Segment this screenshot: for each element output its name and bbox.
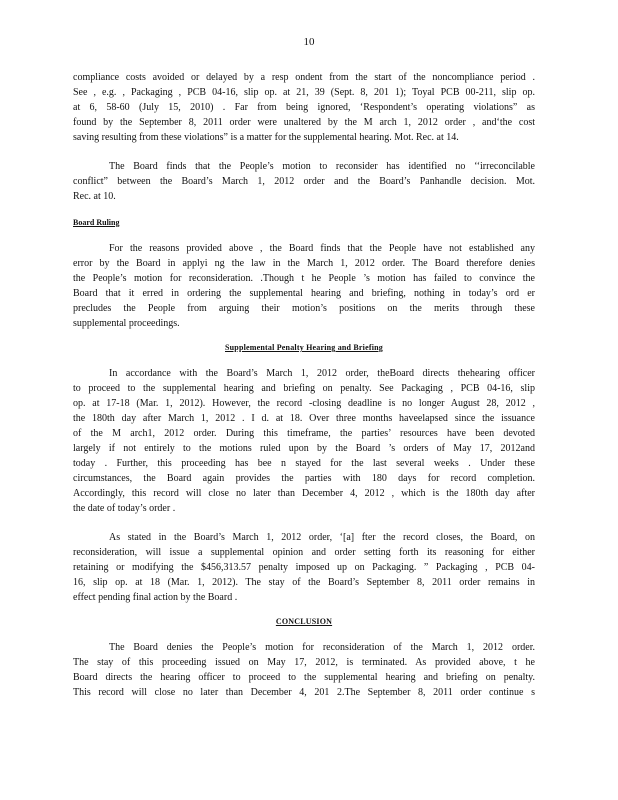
text-line: reconsideration, will issue a supplemental opinion and order setting forth its reasoning for either (73, 547, 535, 558)
text-line: This record will close no later than December 4, 201 2.The September 8, 2011 order continue s (73, 687, 535, 698)
text-line: to proceed to the supplemental hearing and briefing on penalty. See Packaging , PCB 04-16, slip (73, 383, 535, 394)
text-line: See , e.g. , Packaging , PCB 04-16, slip op. at 21, 39 (Sept. 8, 201 1); Toyal PCB 00-211, slip op. (73, 87, 535, 98)
text-line: 16, slip op. at 18 (Mar. 1, 2012). The stay of the Board’s September 8, 2011 order remains in (73, 577, 535, 588)
paragraph-supplemental (73, 366, 535, 516)
paragraph-penalty-costs (73, 70, 535, 145)
text-line: op. at 17-18 (Mar. 1, 2012). However, the record -closing deadline is no longer August 28, 2012 , (73, 398, 535, 409)
document-body (73, 70, 535, 700)
text-line: found by the September 8, 2011 order were unaltered by the M arch 1, 2012 order , and‘the cost (73, 117, 535, 128)
text-line: circumstances, the Board again provides the parties with 180 days for record completion. (73, 473, 535, 484)
text-line: Board that it erred in ordering the supplemental hearing and briefing, nothing in today’s ord er (73, 288, 535, 299)
heading-board-ruling: Board Ruling (73, 218, 120, 227)
text-line: at 6, 58-60 (July 15, 2010) . Far from being ignored, ‘Respondent’s operating violations” as (73, 102, 535, 113)
text-line: of the M arch1, 2012 order. During this timeframe, the parties’ resources have been devoted (73, 428, 535, 439)
text-line: In accordance with the Board’s March 1, 2012 order, theBoard directs thehearing officer (109, 368, 535, 379)
heading-supplemental-hearing: Supplemental Penalty Hearing and Briefing (225, 343, 383, 352)
text-line: largely if not entirely to the motions ruled upon by the Board ’s orders of May 17, 2012and (73, 443, 535, 454)
heading-conclusion: CONCLUSION (275, 617, 333, 626)
page-number: 10 (303, 36, 315, 48)
text-line: compliance costs avoided or delayed by a resp ondent from the start of the noncompliance period . (73, 72, 535, 83)
text-line: For the reasons provided above , the Board finds that the People have not established any (109, 243, 535, 254)
paragraph-ruling (73, 241, 535, 331)
text-line: The Board finds that the People’s motion to reconsider has identified no ‘‘irreconcilable (109, 161, 535, 172)
text-line: The stay of this proceeding issued on May 17, 2012, is terminated. As provided above, t he (73, 657, 535, 668)
text-line: supplemental proceedings. (73, 318, 180, 329)
text-line: today . Further, this proceeding has bee n stayed for the last several weeks . Under these (73, 458, 535, 469)
paragraph-record-closes (73, 530, 535, 605)
text-line: the 180th day after March 1, 2012 . I d. at 18. Over three months haveelapsed since the issuance (73, 413, 535, 424)
paragraph-conclusion (73, 640, 535, 700)
text-line: conflict” between the Board’s March 1, 2012 order and the Board’s Panhandle decision. Mot. (73, 176, 535, 187)
text-line: effect pending final action by the Board . (73, 592, 238, 603)
text-line: Board directs the hearing officer to proceed to the supplemental hearing and briefing on penalty. (73, 672, 535, 683)
text-line: The Board denies the People’s motion for reconsideration of the March 1, 2012 order. (109, 642, 535, 653)
text-line: As stated in the Board’s March 1, 2012 order, ‘[a] fter the record closes, the Board, on (109, 532, 535, 543)
text-line: precludes the People from arguing their motion’s positions on the merits through these (73, 303, 535, 314)
paragraph-no-conflict (73, 159, 535, 204)
text-line: retaining or modifying the $456,313.57 penalty imposed up on Packaging. ” Packaging , PCB 04- (73, 562, 535, 573)
text-line: saving resulting from these violations” is a matter for the supplemental hearing. Mot. Rec. at 14. (73, 132, 459, 143)
text-line: Accordingly, this record will close no later than December 4, 2012 , which is the 180th day after (73, 488, 535, 499)
text-line: Rec. at 10. (73, 191, 116, 202)
text-line: the date of today’s order . (73, 503, 176, 514)
text-line: error by the Board in applyi ng the law in the March 1, 2012 order. The Board therefore denies (73, 258, 535, 269)
text-line: the People’s motion for reconsideration. .Though t he People ’s motion has failed to convince the (73, 273, 535, 284)
